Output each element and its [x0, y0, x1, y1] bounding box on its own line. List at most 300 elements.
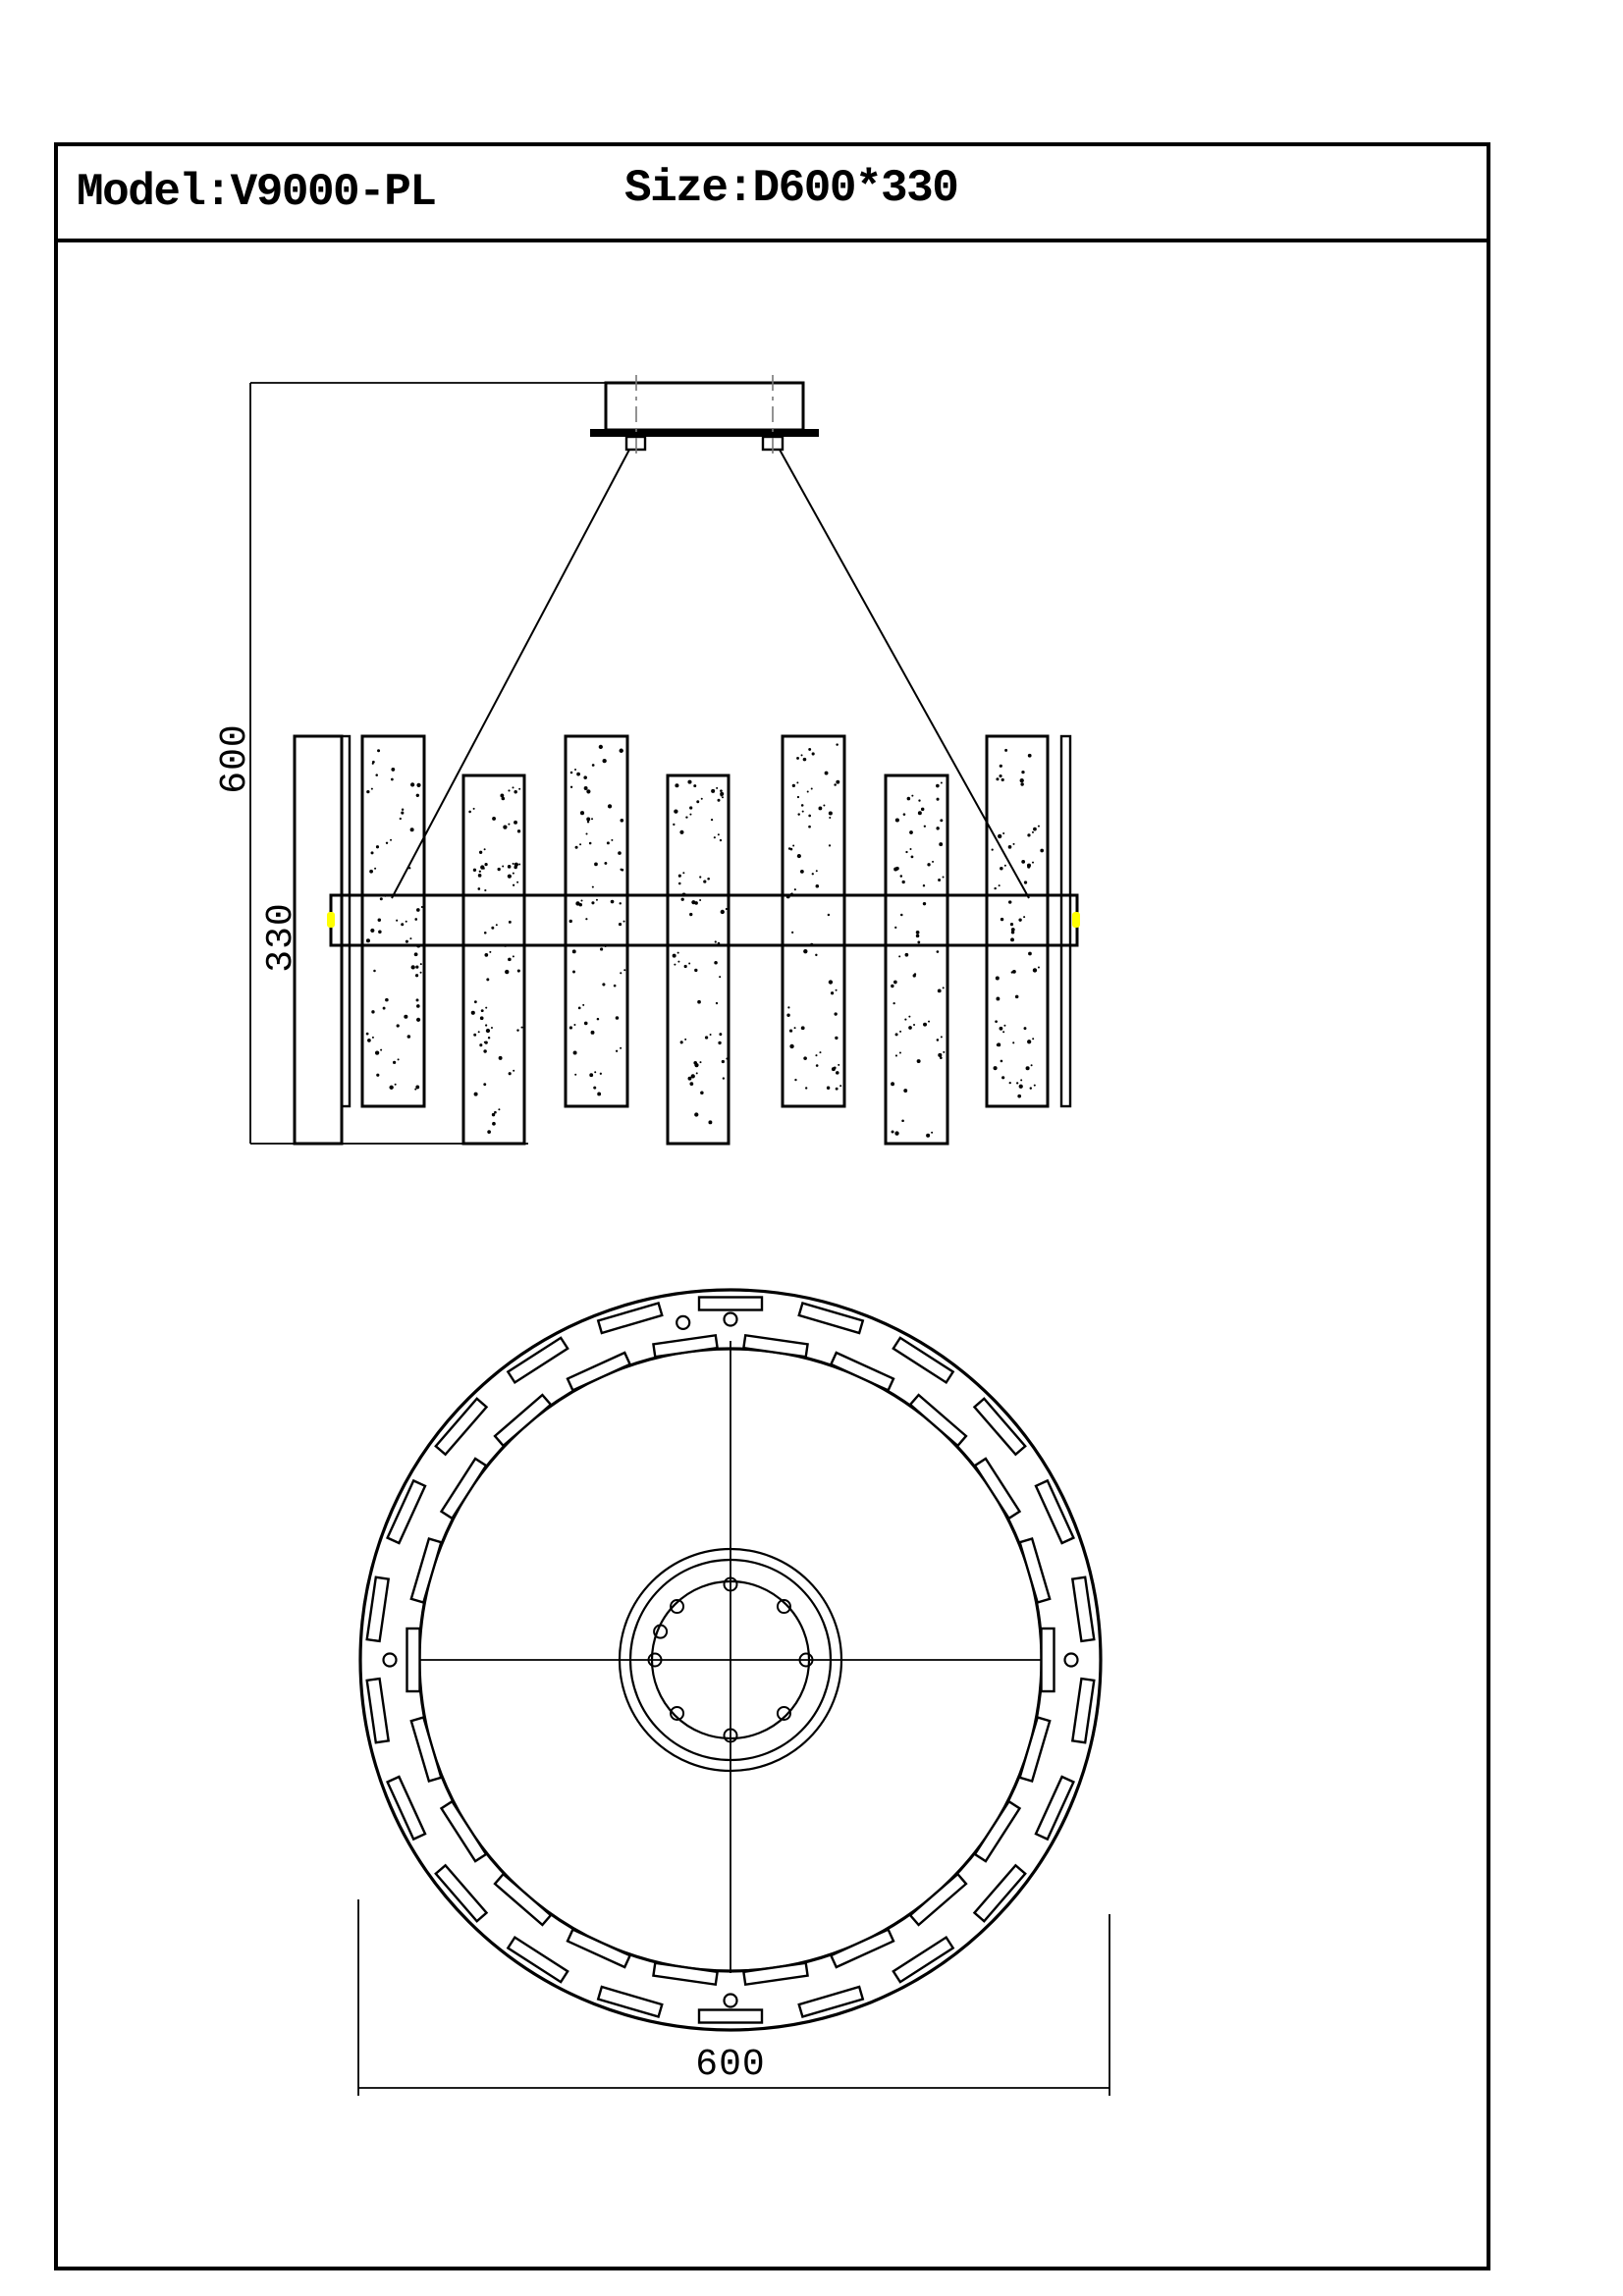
crystal-speckle	[594, 1071, 596, 1073]
crystal-speckle	[611, 900, 615, 904]
crystal-speckle	[569, 920, 572, 923]
crystal-speckle	[502, 797, 506, 801]
crystal-speckle	[808, 815, 811, 818]
crystal-speckle	[1030, 1087, 1032, 1089]
crystal-slot	[1020, 1538, 1051, 1602]
crystal-speckle	[719, 1033, 722, 1036]
crystal-panel-outline	[783, 736, 844, 1106]
crystal-speckle	[808, 748, 811, 751]
crystal-speckle	[1018, 918, 1021, 921]
crystal-speckle	[680, 1041, 683, 1043]
crystal-speckle	[572, 949, 576, 953]
crystal-speckle	[923, 902, 926, 905]
crystal-speckle	[576, 773, 580, 776]
crystal-speckle	[502, 866, 504, 868]
crystal-speckle	[901, 1119, 904, 1122]
crystal-speckle	[416, 1004, 420, 1008]
crystal-slot	[799, 1303, 863, 1333]
crystal-panel	[668, 775, 729, 1144]
crystal-speckle	[373, 970, 376, 973]
crystal-speckle	[1020, 782, 1023, 785]
crystal-slot	[1072, 1679, 1094, 1742]
crystal-speckle	[829, 817, 831, 819]
crystal-speckle	[416, 1018, 420, 1022]
crystal-speckle	[488, 1037, 490, 1039]
crystal-speckle	[797, 813, 799, 815]
crystal-speckle	[580, 811, 584, 815]
crystal-speckle	[406, 921, 407, 923]
crystal-slot	[975, 1459, 1020, 1519]
crystal-speckle	[720, 839, 722, 841]
crystal-speckle	[1001, 1060, 1003, 1063]
crystal-speckle	[916, 934, 920, 938]
crystal-speckle	[999, 774, 1001, 777]
crystal-speckle	[1027, 1040, 1031, 1043]
crystal-speckle	[677, 952, 679, 954]
crystal-speckle	[593, 1087, 596, 1090]
crystal-slot	[442, 1801, 487, 1861]
crystal-speckle	[684, 965, 687, 968]
crystal-speckle	[366, 938, 370, 942]
crystal-speckle	[723, 1077, 725, 1079]
crystal-speckle	[485, 1041, 488, 1044]
crystal-speckle	[369, 870, 373, 874]
crystal-speckle	[604, 862, 607, 865]
crystal-speckle	[911, 795, 913, 797]
crystal-speckle	[937, 1039, 940, 1041]
crystal-panel-outline	[362, 736, 424, 1106]
crystal-speckle	[480, 865, 484, 869]
ceiling-canopy	[606, 383, 803, 430]
crystal-speckle	[486, 1029, 490, 1033]
crystal-speckle	[468, 811, 471, 814]
crystal-speckle	[715, 940, 717, 942]
crystal-speckle	[516, 881, 518, 883]
crystal-speckle	[694, 969, 697, 972]
crystal-speckle	[999, 884, 1001, 886]
crystal-speckle	[570, 772, 573, 774]
crystal-speckle	[689, 1082, 693, 1086]
crystal-speckle	[908, 1016, 910, 1018]
crystal-speckle	[893, 981, 897, 985]
crystal-speckle	[480, 1016, 484, 1020]
crystal-speckle	[391, 778, 394, 781]
crystal-slot	[442, 1459, 487, 1519]
elevation-view	[250, 375, 1080, 1144]
crystal-speckle	[383, 1007, 386, 1010]
crystal-speckle	[718, 1041, 721, 1044]
crystal-speckle	[834, 1067, 837, 1070]
crystal-speckle	[697, 1000, 701, 1004]
led-marker	[1072, 912, 1080, 928]
crystal-speckle	[829, 844, 831, 846]
crystal-speckle	[726, 908, 728, 910]
crystal-speckle	[678, 882, 681, 885]
crystal-speckle	[792, 784, 795, 787]
crystal-speckle	[940, 819, 943, 822]
crystal-speckle	[994, 1066, 998, 1070]
crystal-speckle	[687, 780, 691, 784]
crystal-speckle	[371, 788, 373, 790]
crystal-speckle	[708, 1120, 712, 1124]
crystal-speckle	[794, 1027, 796, 1029]
crystal-speckle	[823, 804, 825, 806]
crystal-speckle	[620, 902, 622, 904]
crystal-speckle	[367, 1039, 371, 1042]
crystal-speckle	[701, 798, 703, 800]
crystal-slot	[1036, 1480, 1073, 1543]
crystal-speckle	[397, 1024, 400, 1027]
crystal-speckle	[801, 804, 804, 807]
crystal-speckle	[585, 918, 587, 920]
crystal-speckle	[689, 806, 692, 809]
crystal-speckle	[943, 987, 945, 988]
crystal-speckle	[696, 800, 699, 803]
crystal-speckle	[378, 931, 382, 934]
crystal-speckle	[903, 813, 906, 816]
crystal-speckle	[491, 927, 494, 930]
crystal-speckle	[927, 863, 930, 866]
crystal-speckle	[1013, 843, 1015, 845]
crystal-speckle	[996, 997, 1000, 1001]
crystal-speckle	[492, 1113, 495, 1116]
crystal-speckle	[414, 918, 417, 921]
crystal-speckle	[911, 856, 914, 859]
crystal-speckle	[620, 1047, 622, 1049]
crystal-speckle	[1015, 995, 1019, 999]
ring-mounting-hole	[676, 1316, 689, 1329]
crystal-speckle	[834, 1012, 837, 1015]
crystal-speckle	[402, 809, 404, 811]
crystal-speckle	[711, 789, 715, 793]
crystal-speckle	[718, 833, 720, 835]
size-label: Size:D600*330	[624, 163, 958, 214]
crystal-speckle	[812, 752, 815, 755]
crystal-speckle	[484, 848, 486, 850]
crystal-speckle	[404, 1015, 407, 1019]
crystal-speckle	[416, 908, 420, 912]
crystal-speckle	[377, 749, 380, 752]
crystal-speckle	[1028, 754, 1032, 758]
crystal-speckle	[391, 768, 395, 772]
crystal-speckle	[508, 875, 512, 879]
crystal-speckle	[699, 1061, 701, 1063]
crystal-speckle	[838, 1064, 839, 1066]
crystal-speckle	[835, 1037, 838, 1040]
crystal-speckle	[366, 1033, 369, 1036]
crystal-speckle	[811, 788, 813, 790]
crystal-speckle	[600, 1073, 602, 1075]
crystal-speckle	[479, 1043, 482, 1046]
crystal-speckle	[575, 846, 578, 849]
crystal-speckle	[498, 1108, 500, 1110]
crystal-speckle	[485, 1007, 487, 1009]
crystal-speckle	[797, 796, 799, 798]
crystal-speckle	[903, 1089, 907, 1093]
crystal-speckle	[509, 1072, 512, 1075]
crystal-speckle	[1004, 749, 1007, 752]
crystal-speckle	[410, 782, 414, 786]
crystal-speckle	[1009, 1082, 1011, 1084]
crystal-speckle	[936, 784, 940, 788]
crystal-speckle	[836, 780, 839, 784]
crystal-speckle	[599, 745, 603, 749]
crystal-speckle	[1016, 1082, 1018, 1084]
crystal-speckle	[902, 881, 905, 883]
crystal-speckle	[620, 869, 622, 871]
crystal-speckle	[1012, 970, 1016, 974]
crystal-speckle	[677, 961, 679, 963]
crystal-speckle	[1003, 1025, 1005, 1027]
crystal-speckle	[376, 1074, 379, 1077]
crystal-speckle	[801, 754, 803, 756]
crystal-slot	[598, 1303, 662, 1333]
crystal-speckle	[1017, 1095, 1021, 1098]
crystal-slot	[495, 1395, 551, 1446]
crystal-speckle	[573, 1024, 575, 1026]
crystal-slot	[1042, 1629, 1055, 1691]
crystal-speckle	[375, 774, 378, 776]
crystal-speckle	[1026, 1066, 1030, 1070]
crystal-speckle	[836, 1088, 839, 1091]
crystal-speckle	[401, 812, 404, 815]
crystal-speckle	[589, 842, 592, 845]
crystal-speckle	[796, 757, 799, 760]
crystal-speckle	[909, 830, 913, 834]
crystal-speckle	[816, 870, 818, 872]
crystal-speckle	[685, 816, 687, 818]
crystal-speckle	[801, 1026, 805, 1030]
crystal-slot	[1020, 1717, 1051, 1781]
crystal-speckle	[375, 1050, 379, 1054]
crystal-speckle	[688, 963, 690, 965]
crystal-speckle	[926, 1134, 930, 1138]
crystal-speckle	[694, 1112, 698, 1116]
crystal-speckle	[582, 1004, 584, 1006]
crystal-speckle	[578, 1006, 581, 1009]
crystal-speckle	[485, 1024, 487, 1026]
crystal-speckle	[584, 1022, 588, 1026]
crystal-speckle	[716, 1002, 718, 1004]
crystal-speckle	[1012, 1041, 1014, 1043]
crystal-speckle	[803, 1056, 807, 1060]
crystal-speckle	[827, 1087, 830, 1090]
crystal-speckle	[492, 817, 496, 821]
crystal-speckle	[505, 970, 509, 974]
crystal-speckle	[719, 976, 721, 978]
crystal-speckle	[1001, 1076, 1004, 1079]
crystal-speckle	[585, 833, 587, 835]
plan-view	[358, 1290, 1109, 2096]
crystal-panel	[362, 736, 424, 1106]
crystal-slot	[799, 1987, 863, 2017]
crystal-slot	[411, 1538, 442, 1602]
crystal-speckle	[689, 814, 691, 816]
crystal-speckle	[513, 786, 514, 788]
crystal-speckle	[718, 799, 721, 802]
crystal-speckle	[792, 844, 794, 846]
crystal-speckle	[819, 1051, 821, 1053]
crystal-speckle	[473, 1034, 476, 1037]
crystal-speckle	[513, 955, 514, 957]
crystal-speckle	[372, 1037, 374, 1039]
crystal-speckle	[421, 906, 423, 908]
crystal-speckle	[891, 985, 893, 988]
crystal-speckle	[1020, 778, 1024, 782]
crystal-speckle	[932, 861, 934, 863]
crystal-speckle	[513, 884, 514, 886]
crystal-speckle	[708, 878, 710, 880]
crystal-speckle	[1024, 881, 1027, 883]
crystal-speckle	[923, 1023, 927, 1027]
crystal-speckle	[1034, 1085, 1036, 1087]
crystal-speckle	[420, 972, 422, 974]
crystal-speckle	[592, 764, 595, 767]
crystal-speckle	[998, 834, 1001, 838]
crystal-speckle	[570, 786, 572, 788]
crystal-speckle	[789, 1029, 792, 1032]
crystal-slot	[568, 1930, 630, 1967]
crystal-speckle	[414, 952, 418, 956]
crystal-speckle	[936, 827, 939, 829]
crystal-speckle	[371, 851, 374, 854]
crystal-speckle	[787, 1006, 789, 1008]
crystal-speckle	[415, 974, 418, 977]
crystal-speckle	[407, 1035, 411, 1039]
crystal-speckle	[992, 849, 994, 851]
crystal-speckle	[477, 887, 480, 890]
crystal-speckle	[908, 1026, 912, 1030]
dimension-label-diameter: 600	[695, 2044, 766, 2086]
crystal-speckle	[834, 783, 836, 785]
crystal-speckle	[416, 783, 420, 787]
crystal-slot	[411, 1717, 442, 1781]
crystal-panel-outline	[566, 736, 627, 1106]
crystal-speckle	[415, 966, 418, 969]
crystal-speckle	[909, 848, 911, 850]
crystal-speckle	[380, 1049, 382, 1051]
crystal-speckle	[937, 798, 940, 801]
crystal-speckle	[1033, 968, 1037, 972]
crystal-speckle	[591, 901, 594, 904]
crystal-speckle	[907, 797, 911, 801]
crystal-slot	[1072, 1577, 1094, 1641]
crystal-speckle	[836, 1071, 839, 1075]
crystal-speckle	[807, 791, 809, 793]
crystal-panel-outline	[668, 775, 729, 1144]
crystal-speckle	[597, 1018, 600, 1021]
crystal-speckle	[679, 830, 683, 834]
crystal-speckle	[623, 921, 625, 923]
crystal-speckle	[696, 1072, 698, 1074]
crystal-speckle	[689, 913, 692, 916]
crystal-slot	[910, 1874, 966, 1925]
crystal-speckle	[688, 1077, 692, 1081]
crystal-speckle	[996, 976, 1000, 980]
crystal-speckle	[1008, 845, 1012, 849]
crystal-speckle	[726, 1058, 728, 1060]
crystal-speckle	[997, 1043, 1000, 1046]
crystal-speckle	[829, 811, 833, 815]
crystal-speckle	[836, 989, 838, 991]
crystal-speckle	[619, 923, 622, 926]
crystal-speckle	[694, 901, 698, 905]
crystal-speckle	[586, 818, 590, 822]
crystal-speckle	[584, 786, 588, 790]
crystal-speckle	[508, 865, 512, 869]
crystal-speckle	[1000, 867, 1002, 870]
crystal-speckle	[483, 1049, 486, 1052]
crystal-speckle	[410, 828, 414, 831]
crystal-speckle	[514, 866, 516, 869]
crystal-speckle	[380, 897, 383, 900]
crystal-slot	[653, 1335, 717, 1357]
crystal-speckle	[385, 998, 389, 1002]
crystal-speckle	[473, 869, 476, 872]
ring-mounting-hole	[725, 1313, 737, 1326]
crystal-speckle	[1020, 1079, 1022, 1081]
crystal-speckle	[943, 1051, 945, 1053]
crystal-speckle	[678, 875, 681, 878]
ring-mounting-hole	[725, 1995, 737, 2007]
crystal-speckle	[416, 794, 419, 797]
crystal-speckle	[513, 873, 514, 875]
crystal-speckle	[918, 799, 920, 801]
crystal-speckle	[1033, 828, 1037, 831]
crystal-speckle	[1008, 900, 1011, 903]
crystal-speckle	[473, 808, 475, 810]
crystal-speckle	[607, 841, 610, 844]
crystal-speckle	[924, 826, 926, 828]
crystal-speckle	[1001, 918, 1003, 921]
crystal-speckle	[508, 958, 512, 962]
crystal-slot	[367, 1577, 389, 1641]
crystal-speckle	[913, 974, 916, 977]
crystal-speckle	[393, 1061, 396, 1064]
crystal-speckle	[938, 1053, 942, 1057]
crystal-speckle	[1040, 849, 1044, 853]
crystal-speckle	[474, 1093, 478, 1096]
crystal-panel	[566, 736, 627, 1106]
led-marker	[327, 912, 335, 928]
crystal-speckle	[816, 884, 820, 888]
crystal-speckle	[721, 910, 725, 914]
crystal-speckle	[499, 1056, 503, 1060]
crystal-speckle	[938, 988, 942, 992]
crystal-speckle	[828, 914, 830, 916]
crystal-speckle	[900, 875, 903, 878]
crystal-speckle	[1032, 1038, 1034, 1040]
crystal-speckle	[396, 920, 398, 922]
crystal-speckle	[414, 1089, 416, 1091]
crystal-speckle	[836, 743, 838, 745]
dimension-label-overall-height: 600	[214, 723, 256, 794]
crystal-speckle	[498, 868, 501, 871]
crystal-speckle	[1024, 1027, 1027, 1030]
crystal-speckle	[895, 867, 899, 871]
crystal-speckle	[805, 1087, 807, 1089]
crystal-speckle	[895, 1033, 898, 1036]
crystal-speckle	[513, 863, 514, 865]
crystal-speckle	[722, 796, 724, 798]
crystal-speckle	[484, 889, 486, 891]
crystal-speckle	[939, 842, 943, 846]
crystal-speckle	[1031, 1064, 1033, 1066]
crystal-speckle	[574, 769, 576, 771]
crystal-speckle	[794, 888, 796, 890]
crystal-speckle	[891, 1082, 894, 1086]
crystal-speckle	[996, 777, 999, 780]
